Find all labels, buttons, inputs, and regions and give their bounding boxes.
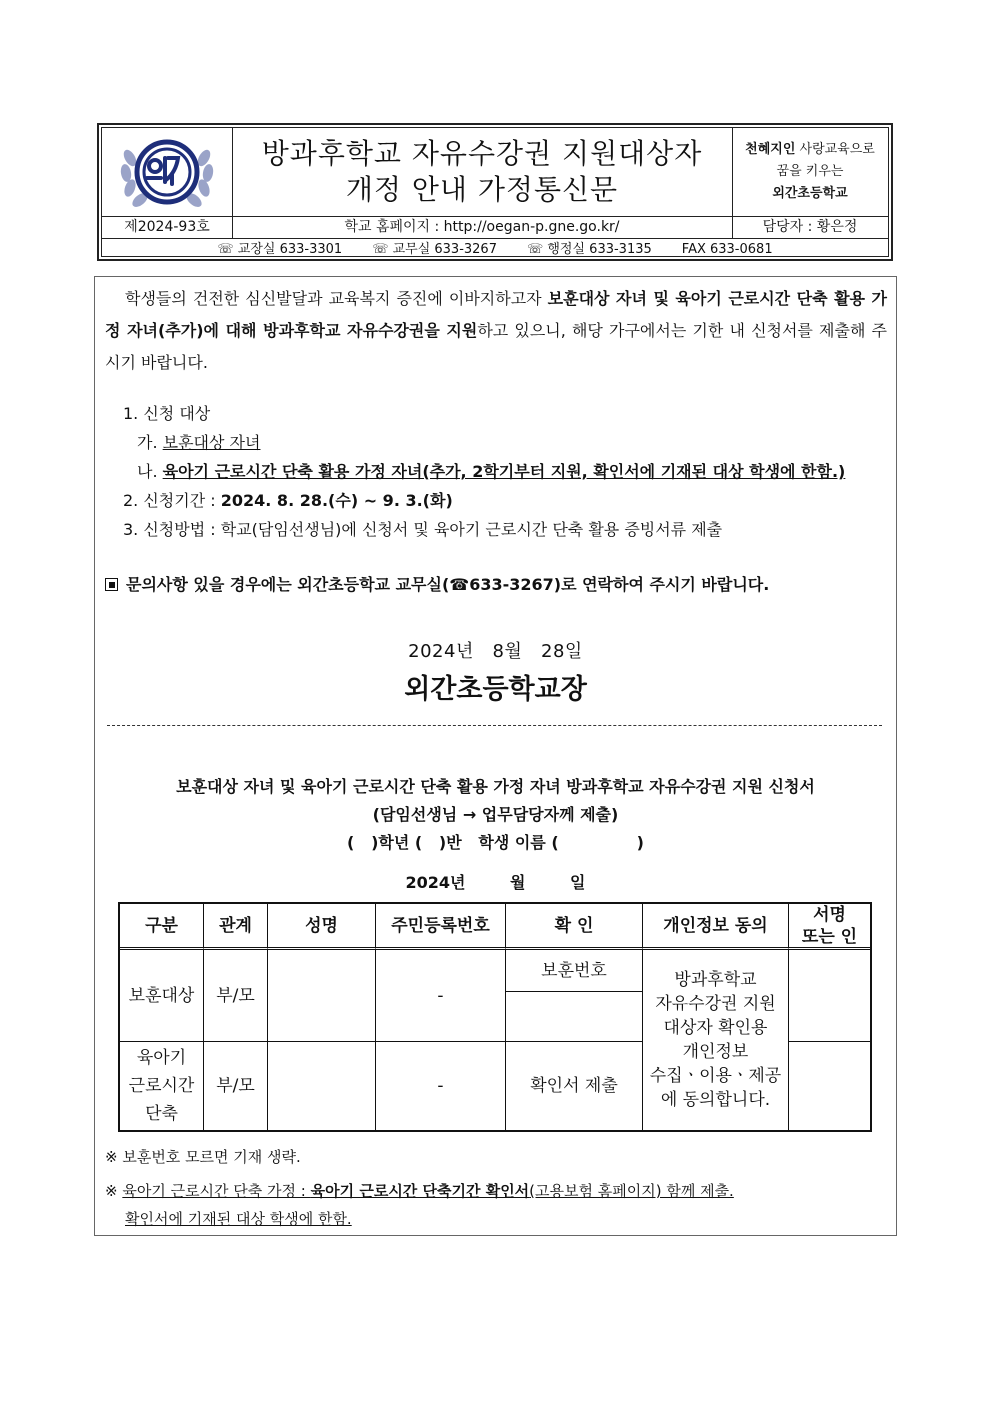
footnote-1: ※ 보훈번호 모르면 기재 생략.	[105, 1148, 301, 1166]
th-signature: 서명 또는 인	[789, 904, 870, 950]
intro-bold: 보훈대상 자녀 및 육아기 근로시간 단축 활용 가정 자녀(추가)에 대해 방과후학교 자유수강권을 지원	[105, 289, 887, 340]
th-name: 성명	[268, 904, 376, 950]
footnote-mark: ※	[105, 1182, 123, 1200]
motto-text: 사랑교육으로	[795, 142, 875, 157]
row2-category: 육아기 근로시간 단축	[120, 1042, 204, 1130]
privacy-consent-text: 방과후학교 자유수강권 지원 대상자 확인용 개인정보 수집ㆍ이용ㆍ제공 에 동의합니다.	[643, 950, 789, 1130]
application-title	[95, 773, 896, 829]
row2-confirm: 확인서 제출	[506, 1042, 643, 1130]
th-privacy-consent: 개인정보 동의	[643, 904, 789, 950]
document-title	[232, 128, 733, 216]
motto-emphasis: 천혜지인	[745, 142, 796, 157]
application-date-line: 2024년 월 일	[405, 873, 586, 892]
row1-relation: 부/모	[204, 950, 268, 1042]
fax: FAX 633-0681	[681, 242, 773, 257]
row1-name-field[interactable]	[268, 950, 376, 1042]
inquiry-notice	[105, 573, 769, 597]
row2-relation: 부/모	[204, 1042, 268, 1130]
target-veterans: 보훈대상 자녀	[162, 433, 261, 452]
intro-text-2: 하고 있으니, 해당 가구에서는 기한 내 신청서를 제출해 주시기 바랍니다.	[105, 321, 887, 372]
application-form-table	[118, 902, 872, 1132]
phone-list	[102, 239, 888, 260]
row1-veteran-number-field[interactable]	[506, 992, 643, 1042]
list-item-method: 3. 신청방법 : 학교(담임선생님)에 신청서 및 육아기 근로시간 단축 활용 증빙서류 제출	[123, 520, 723, 539]
footnote-2	[105, 1179, 734, 1203]
footnote-2-b: 육아기 근로시간 단축기간 확인서	[310, 1182, 530, 1200]
th-category: 구분	[120, 904, 204, 950]
footnote-2-c: (고용보험 홈페이지) 함께 제출.	[529, 1182, 734, 1200]
square-bullet-icon	[105, 578, 118, 591]
principal-signature: 외간초등학교장	[404, 674, 587, 705]
intro-text-1: 학생들의 건전한 심신발달과 교육복지 증진에 이바지하고자	[125, 289, 548, 308]
list-item-target-b	[123, 457, 845, 486]
row1-category: 보훈대상	[120, 950, 204, 1042]
prefix-na: 나.	[137, 462, 163, 481]
homepage-link[interactable]: 학교 홈페이지 : http://oegan-p.gne.go.kr/	[232, 216, 733, 238]
student-info-line: ( )학년 ( )반 학생 이름 ( )	[347, 833, 644, 852]
list-item-period	[123, 486, 845, 515]
inquiry-text: 문의사항 있을 경우에는 외간초등학교 교무실(☎633-3267)로 연락하여 주시기 바랍니다.	[126, 575, 770, 594]
school-logo	[102, 128, 233, 216]
issue-number: 제2024-93호	[102, 216, 233, 238]
school-name: 외간초등학교	[772, 186, 848, 201]
letterhead	[97, 123, 893, 261]
row2-name-field[interactable]	[268, 1042, 376, 1130]
footnote-2-line2: 확인서에 기재된 대상 학생에 한함.	[125, 1210, 352, 1228]
phone-admin: ☏ 행정실 633-3135	[526, 242, 652, 257]
list-item-target-a	[123, 428, 845, 457]
th-resident-number: 주민등록번호	[376, 904, 506, 950]
row1-veteran-number-label: 보훈번호	[506, 950, 643, 992]
cut-line	[107, 725, 882, 726]
application-info-list	[123, 399, 845, 544]
contact-person: 담당자 : 황은정	[762, 219, 858, 235]
footnote-2-underlined	[122, 1182, 734, 1200]
application-subtitle: (담임선생님 → 업무담당자께 제출)	[372, 805, 619, 824]
row2-signature-field[interactable]	[789, 1042, 870, 1130]
title-line-2: 개정 안내 가정통신문	[345, 173, 619, 206]
footnote-2-a: 육아기 근로시간 단축 가정 :	[122, 1182, 311, 1200]
application-title-text: 보훈대상 자녀 및 육아기 근로시간 단축 활용 가정 자녀 방과후학교 자유수강권 지원 신청서	[176, 777, 815, 796]
prefix-ga: 가.	[137, 433, 163, 452]
list-item-target: 1. 신청 대상	[123, 404, 211, 423]
period-value: 2024. 8. 28.(수) ~ 9. 3.(화)	[220, 491, 453, 510]
phone-teachers: ☏ 교무실 633-3267	[372, 242, 497, 257]
target-childcare: 육아기 근로시간 단축 활용 가정 자녀(추가, 2학기부터 지원, 확인서에 기재된 대상 학생에 한함.)	[162, 462, 846, 481]
row2-resident-number-field[interactable]: -	[376, 1042, 506, 1130]
period-label: 2. 신청기간 :	[123, 491, 221, 510]
row1-resident-number-field[interactable]: -	[376, 950, 506, 1042]
intro-paragraph	[105, 283, 887, 379]
phone-principal: ☏ 교장실 633-3301	[217, 242, 343, 257]
motto-line-2: 꿈을 키우는	[776, 164, 844, 179]
issue-date: 2024년 8월 28일	[408, 641, 583, 662]
school-motto	[732, 128, 888, 216]
title-line-1: 방과후학교 자유수강권 지원대상자	[261, 137, 703, 170]
row1-signature-field[interactable]	[789, 950, 870, 1042]
th-relation: 관계	[204, 904, 268, 950]
th-confirm: 확 인	[506, 904, 643, 950]
